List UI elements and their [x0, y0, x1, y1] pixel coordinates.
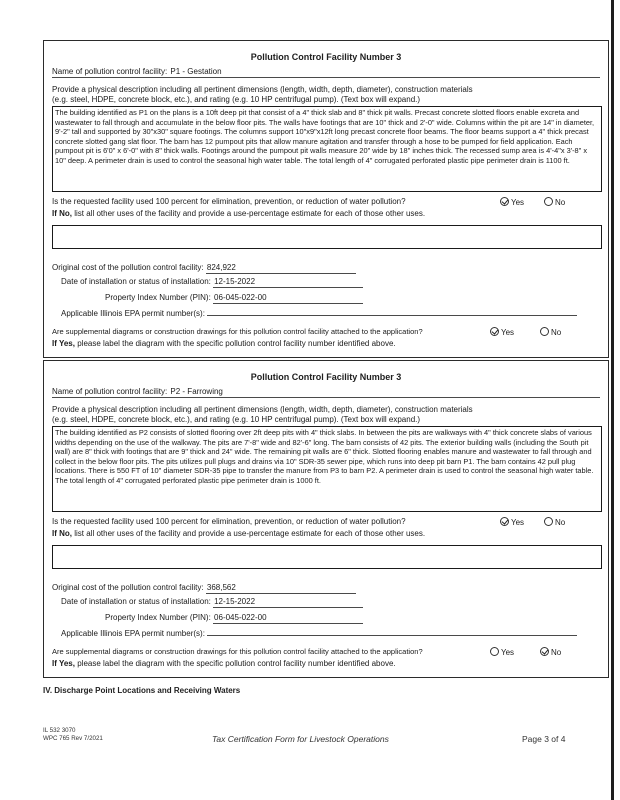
facility-name-row [52, 67, 600, 78]
q100-yes-option[interactable] [500, 197, 524, 208]
supp-no-option[interactable] [540, 327, 561, 338]
footer-page-number: Page 3 of 4 [522, 734, 566, 744]
yes-label: Yes [511, 518, 525, 527]
if-no-text: list all other uses of the facility and provide a use-percentage estimate for each of those other uses. [74, 209, 426, 218]
supp-yes-option[interactable] [490, 327, 514, 338]
description-instructions-1: Provide a physical description including all pertinent dimensions (length, width, depth, diameter), construction materials [52, 85, 473, 94]
install-date-field[interactable]: 12-15-2022 [213, 277, 363, 288]
install-date-field[interactable]: 12-15-2022 [213, 597, 363, 608]
description-instructions-2: (e.g. steel, HDPE, concrete block, etc.), and rating (e.g. 10 HP centrifugal pump). (Text box will expand.) [52, 415, 421, 424]
description-textbox[interactable]: The building identified as P2 consists of slotted flooring over 2ft deep pits with 4" thick slabs. In between the pits are walkways with 4" thick concrete slabs of various widths depending on the use of the walkway. The pits are 7'-8" wide and 82'-6" long. The barn consists of 42 pits. The exterior building walls (including the South pit wall) are 8" thick with footings that are 9" thick and 24" wide. The remaining pit walls are 6" thick. Slotted flooring enables manure and wastewater to fall through and collect in the below floor pits. The pits utilizes pull plugs and drains via 10" SDR-35 sewer pipe, which runs into deep pit barn P1. The barn contains 42 pull plug locations. There is 550 FT of 10" diameter SDR-35 pipe to transfer the manure from P3 to barn P2. A perimeter drain is used to control the seasonal high water table. The total length of 4" corrugated perforated plastic pipe perimeter drain is 1000 ft. [52, 426, 602, 512]
if-no-text: list all other uses of the facility and provide a use-percentage estimate for each of those other uses. [74, 529, 426, 538]
no-label: No [551, 648, 562, 657]
radio-empty-icon[interactable] [544, 517, 553, 526]
supp-no-option[interactable] [540, 647, 561, 658]
yes-label: Yes [501, 648, 515, 657]
if-yes-instruction [52, 339, 600, 349]
install-date-label: Date of installation or status of installation: [61, 597, 211, 606]
q100-yes-option[interactable] [500, 517, 524, 528]
if-yes-bold: If Yes, [52, 339, 75, 348]
cost-label: Original cost of the pollution control facility: [52, 583, 204, 592]
footer-form-codes [43, 727, 103, 742]
footer-code-1: IL 532 3070 [43, 727, 76, 734]
facility-section-1 [43, 40, 609, 358]
radio-empty-icon[interactable] [544, 197, 553, 206]
description-instructions-2: (e.g. steel, HDPE, concrete block, etc.), and rating (e.g. 10 HP centrifugal pump). (Text box will expand.) [52, 95, 421, 104]
pin-row [105, 613, 363, 624]
if-no-instruction [52, 209, 600, 219]
if-no-bold: If No, [52, 209, 72, 218]
radio-checked-icon[interactable] [490, 327, 499, 336]
yes-label: Yes [501, 328, 515, 337]
hundred-percent-question: Is the requested facility used 100 percent for elimination, prevention, or reduction of water pollution? [52, 197, 406, 206]
supplemental-question: Are supplemental diagrams or construction drawings for this pollution control facility attached to the application? [52, 327, 423, 336]
install-date-row [61, 277, 363, 288]
if-yes-text: please label the diagram with the specific pollution control facility number identified above. [77, 659, 396, 668]
if-yes-instruction [52, 659, 600, 669]
facility-name-row [52, 387, 600, 398]
cost-row [52, 263, 356, 274]
other-uses-textbox[interactable] [52, 225, 602, 249]
footer-code-2: WPC 765 Rev 7/2021 [43, 734, 103, 742]
radio-empty-icon[interactable] [490, 647, 499, 656]
pin-label: Property Index Number (PIN): [105, 293, 211, 302]
if-no-bold: If No, [52, 529, 72, 538]
no-label: No [551, 328, 562, 337]
no-label: No [555, 198, 566, 207]
install-date-row [61, 597, 363, 608]
facility-name-label: Name of pollution control facility: [52, 67, 168, 76]
radio-empty-icon[interactable] [540, 327, 549, 336]
no-label: No [555, 518, 566, 527]
section-title: Pollution Control Facility Number 3 [250, 52, 402, 62]
facility-name-field[interactable]: P1 - Gestation [170, 67, 222, 76]
supp-yes-option[interactable] [490, 647, 514, 658]
pin-field[interactable]: 06-045-022-00 [213, 293, 363, 304]
q100-no-option[interactable] [544, 197, 565, 208]
radio-checked-icon[interactable] [500, 517, 509, 526]
facility-section-2 [43, 360, 609, 678]
page-edge-line [611, 0, 614, 800]
footer-form-title: Tax Certification Form for Livestock Operations [212, 734, 389, 744]
epa-permit-row [61, 309, 577, 319]
pin-field[interactable]: 06-045-022-00 [213, 613, 363, 624]
if-yes-text: please label the diagram with the specific pollution control facility number identified above. [77, 339, 396, 348]
cost-row [52, 583, 356, 594]
pin-row [105, 293, 363, 304]
if-no-instruction [52, 529, 600, 539]
cost-label: Original cost of the pollution control facility: [52, 263, 204, 272]
epa-permit-field[interactable] [207, 315, 577, 316]
cost-field[interactable]: 824,922 [206, 263, 356, 274]
if-yes-bold: If Yes, [52, 659, 75, 668]
cost-field[interactable]: 368,562 [206, 583, 356, 594]
facility-name-field[interactable]: P2 - Farrowing [170, 387, 223, 396]
description-textbox[interactable]: The building identified as P1 on the plans is a 10ft deep pit that consist of a 4" thick slab and 8" thick pit walls. Precast concrete slotted floors enable excreta and wastewater to fall through and accumulate in the below floor pits. The walls have footings that are 10" thick and 2'-0" wide. Columns within the pit are 14" in diameter, 9'-2" tall and supported by 30"x30" square footings. The columns support 10"x9"x12ft long precast concrete floor beams. The floor beams support a 4" thick precast concrete slotted gang slat floor. The barn has 12 pumpout pits that allow manure agitation and transfer through a hose to be pumped for field application. Each pumpout pit is 6'0" x 6'-0" with 8" thick walls. Footings around the pumpout pit walls measure 20" wide by 18" inches thick. The recessed sump area is 4'-4"x 3'-8" x 10" deep. A perimeter drain is used to control the seasonal high water table. The total length of 4" corrugated perforated plastic pipe perimeter drain is 1100 ft. [52, 106, 602, 192]
install-date-label: Date of installation or status of installation: [61, 277, 211, 286]
epa-permit-field[interactable] [207, 635, 577, 636]
epa-permit-label: Applicable Illinois EPA permit number(s): [61, 629, 205, 638]
facility-name-label: Name of pollution control facility: [52, 387, 168, 396]
epa-permit-row [61, 629, 577, 639]
supplemental-question: Are supplemental diagrams or construction drawings for this pollution control facility attached to the application? [52, 647, 423, 656]
description-instructions-1: Provide a physical description including all pertinent dimensions (length, width, depth, diameter), construction materials [52, 405, 473, 414]
other-uses-textbox[interactable] [52, 545, 602, 569]
hundred-percent-question: Is the requested facility used 100 percent for elimination, prevention, or reduction of water pollution? [52, 517, 406, 526]
pin-label: Property Index Number (PIN): [105, 613, 211, 622]
yes-label: Yes [511, 198, 525, 207]
radio-checked-icon[interactable] [540, 647, 549, 656]
section-iv-heading: IV. Discharge Point Locations and Receiving Waters [43, 686, 241, 695]
q100-no-option[interactable] [544, 517, 565, 528]
section-title: Pollution Control Facility Number 3 [250, 372, 402, 382]
epa-permit-label: Applicable Illinois EPA permit number(s): [61, 309, 205, 318]
radio-checked-icon[interactable] [500, 197, 509, 206]
